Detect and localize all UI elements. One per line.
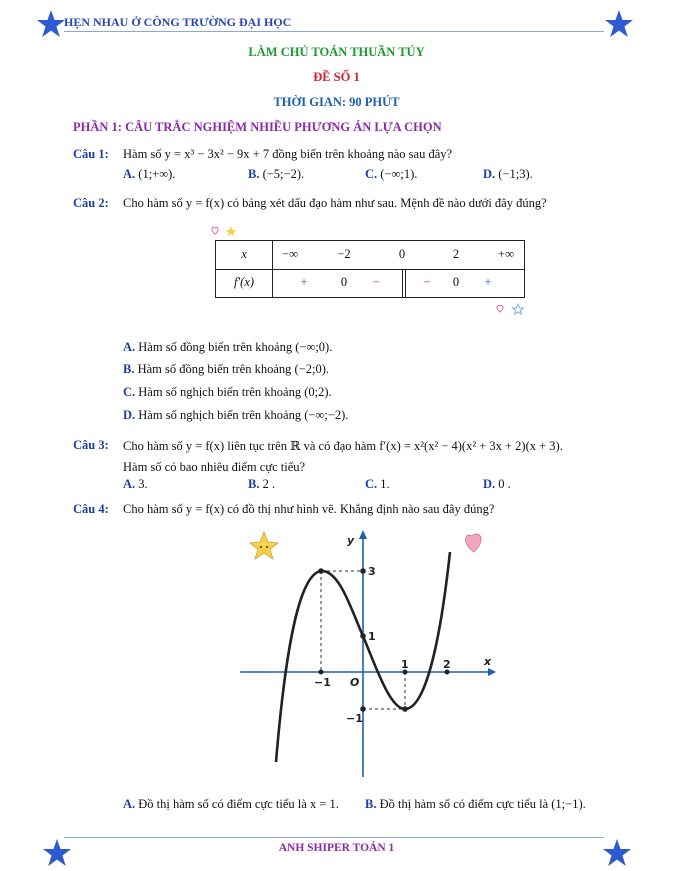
q1-text: Hàm số y = x³ − 3x² − 9x + 7 đồng biến trên khoảng nào sau đây?	[123, 147, 453, 161]
heart-doodle-icon	[494, 302, 528, 316]
heart-doodle-icon	[209, 224, 245, 238]
x-label: x	[484, 655, 492, 668]
q2-option-d[interactable]: D. Hàm số nghịch biến trên khoảng (−∞;−2).	[123, 408, 349, 422]
q3-option-a[interactable]: A. 3.	[123, 477, 148, 491]
star-icon	[36, 9, 66, 39]
table-sign: 0	[340, 275, 348, 289]
table-x-value: 2	[452, 247, 460, 261]
table-x-value: −2	[337, 247, 351, 261]
q3-option-d[interactable]: D. 0 .	[483, 477, 511, 491]
table-sign: −	[423, 275, 431, 289]
tick-label: −1	[346, 712, 363, 725]
q3-text-2: Hàm số có bao nhiêu điểm cực tiểu?	[123, 460, 306, 474]
sign-table	[215, 240, 525, 298]
tick-label: −1	[314, 676, 331, 689]
q2-option-a[interactable]: A. Hàm số đồng biến trên khoảng (−∞;0).	[123, 340, 333, 354]
q4-text: Cho hàm số y = f(x) có đồ thị như hình vẽ. Khẳng định nào sau đây đúng?	[123, 502, 495, 516]
table-x-value: 0	[398, 247, 406, 261]
q3-option-c[interactable]: C. 1.	[365, 477, 390, 491]
origin-label: O	[350, 676, 360, 689]
tick-label: 3	[368, 565, 376, 578]
table-x-value: +∞	[498, 247, 514, 261]
q4-option-b[interactable]: B. Đồ thị hàm số có điểm cực tiểu là (1;−1).	[365, 797, 586, 811]
footer-rule	[64, 837, 604, 838]
q1-label: Câu 1:	[73, 147, 109, 161]
q1-option-c[interactable]: C. (−∞;1).	[365, 167, 418, 181]
y-label: y	[347, 534, 355, 547]
q4-option-a[interactable]: A. Đồ thị hàm số có điểm cực tiểu là x = 1.	[123, 797, 339, 811]
q2-option-b[interactable]: B. Hàm số đồng biến trên khoảng (−2;0).	[123, 362, 329, 376]
heart-doodle-icon	[466, 534, 482, 552]
exam-number: ĐỀ SỐ 1	[313, 70, 360, 84]
tick-label: 2	[443, 658, 451, 671]
table-sign: +	[484, 275, 492, 289]
table-sign: 0	[452, 275, 460, 289]
q2-label: Câu 2:	[73, 196, 109, 210]
table-sign: −	[372, 275, 380, 289]
q4-label: Câu 4:	[73, 502, 109, 516]
header-rule	[64, 31, 604, 32]
star-icon	[604, 9, 634, 39]
q2-option-c[interactable]: C. Hàm số nghịch biến trên khoảng (0;2).	[123, 385, 332, 399]
tick-label: 1	[368, 630, 376, 643]
table-sign: +	[300, 275, 308, 289]
table-head-x: x	[241, 247, 247, 261]
header-text: HẸN NHAU Ở CÔNG TRƯỜNG ĐẠI HỌC	[64, 15, 292, 29]
footer-text: ANH SHIPER TOÁN 1	[278, 842, 395, 854]
table-head-fprime: f′(x)	[233, 275, 255, 289]
section-title: PHẦN 1: CÂU TRẮC NGHIỆM NHIỀU PHƯƠNG ÁN LỰA CHỌN	[73, 120, 442, 134]
star-doodle-icon	[250, 532, 278, 559]
function-graph	[238, 522, 500, 784]
q3-text: Cho hàm số y = f(x) liên tục trên ℝ và có đạo hàm f′(x) = x²(x² − 4)(x² + 3x + 2)(x + 3).	[123, 439, 563, 453]
q1-option-a[interactable]: A. (1;+∞).	[123, 167, 176, 181]
q1-option-d[interactable]: D. (−1;3).	[483, 167, 533, 181]
tick-label: 1	[401, 658, 409, 671]
q3-option-b[interactable]: B. 2 .	[248, 477, 276, 491]
q1-option-b[interactable]: B. (−5;−2).	[248, 167, 305, 181]
doc-title: LÀM CHỦ TOÁN THUẦN TÚY	[248, 45, 425, 59]
q2-text: Cho hàm số y = f(x) có bảng xét dấu đạo hàm như sau. Mệnh đề nào dưới đây đúng?	[123, 196, 547, 210]
exam-duration: THỜI GIAN: 90 PHÚT	[273, 95, 400, 109]
table-x-value: −∞	[282, 247, 298, 261]
q3-label: Câu 3:	[73, 438, 109, 452]
